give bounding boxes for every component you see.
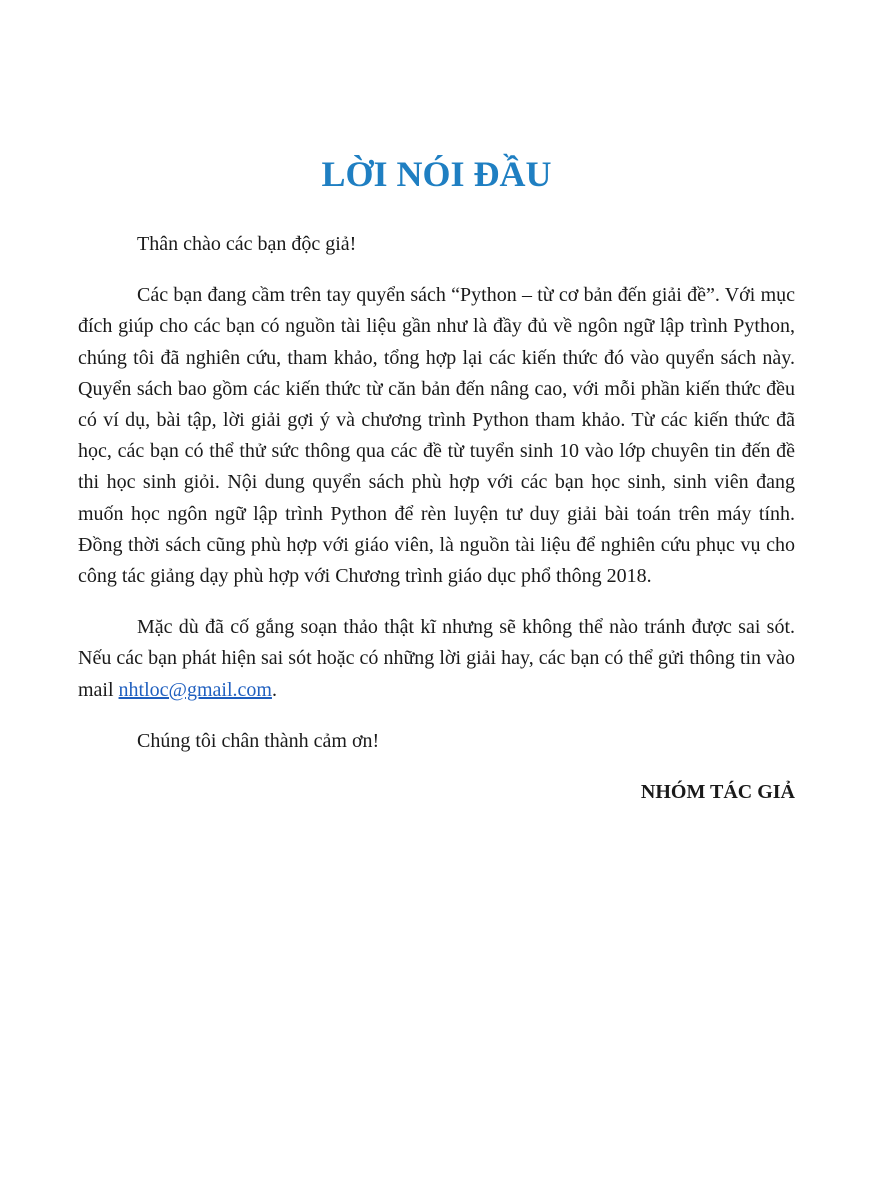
intro-paragraph: Các bạn đang cầm trên tay quyển sách “Python – từ cơ bản đến giải đề”. Với mục đích giúp cho các bạn có nguồn tài liệu gần như là đầy đủ về ngôn ngữ lập trình Python, chúng tôi đã nghiên cứu, tham khảo, tổng hợp lại các kiến thức đó vào quyển sách này. Quyển sách bao gồm các kiến thức từ căn bản đến nâng cao, với mỗi phần kiến thức đều có ví dụ, bài tập, lời giải gợi ý và chương trình Python tham khảo. Từ các kiến thức đã học, các bạn có thể thử sức thông qua các đề từ tuyển sinh 10 vào lớp chuyên tin đến đề thi học sinh giỏi. Nội dung quyển sách phù hợp với các bạn học sinh, sinh viên đang muốn học ngôn ngữ lập trình Python để rèn luyện tư duy giải bài toán trên máy tính. Đồng thời sách cũng phù hợp với giáo viên, là nguồn tài liệu để nghiên cứu phục vụ cho công tác giảng dạy phù hợp với Chương trình giáo dục phổ thông 2018. [78,284,795,588]
greeting-paragraph: Thân chào các bạn độc giả! [137,233,357,255]
note-text: Mặc dù đã cố gắng soạn thảo thật kĩ nhưng sẽ không thể nào tránh được sai sót. Nếu các bạn phát hiện sai sót hoặc có những lời giải hay, các bạn có thể gửi thông tin vào mail [78,616,795,701]
note-end: . [271,678,277,701]
thanks-paragraph: Chúng tôi chân thành cảm ơn! [137,729,380,752]
preface-body [78,229,795,828]
page-title: LỜI NÓI ĐẦU [321,154,552,194]
email-link[interactable]: nhtloc@gmail.com [118,678,272,701]
note-paragraph [78,612,795,706]
author-signature: NHÓM TÁC GIẢ [640,781,795,804]
